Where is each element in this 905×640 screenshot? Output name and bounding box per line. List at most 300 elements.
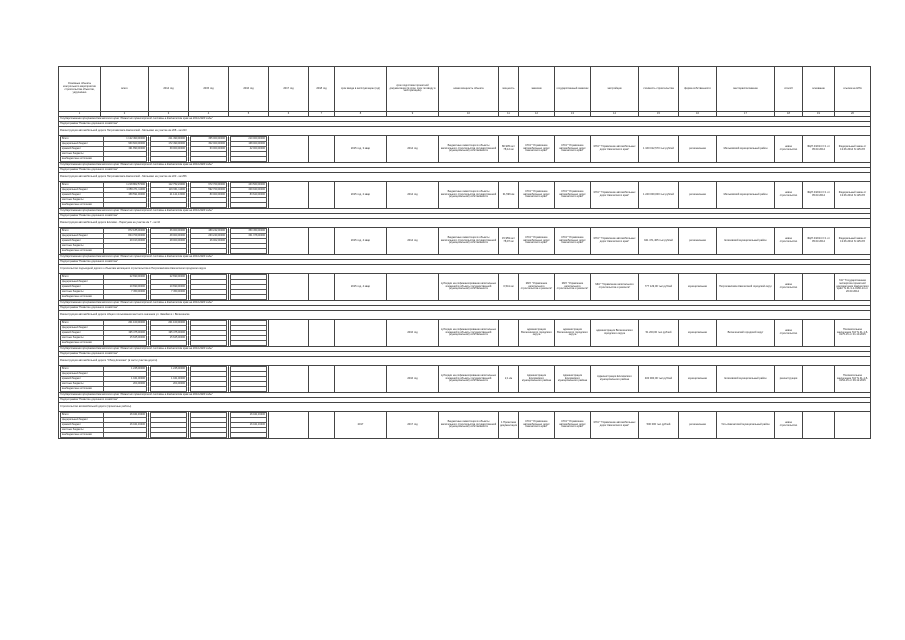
finance-value: [231, 341, 267, 346]
finance-label: федеральный бюджет: [61, 188, 104, 193]
year-cell: [189, 182, 229, 209]
gov-customer-cell: МКУ "Управление капитального строительства и ремонта": [555, 274, 591, 301]
ownership-cell: региональная: [679, 228, 717, 255]
commission-cell: [335, 366, 387, 393]
subprogram-name: Подпрограмма "Развитие дорожного хозяйства": [59, 352, 871, 357]
finance-label: краевой бюджет: [61, 285, 104, 290]
year-cell: [269, 412, 309, 439]
finance-label: Всего: [61, 183, 104, 188]
finance-label: местные бюджеты: [61, 382, 104, 387]
finance-row: [231, 341, 267, 346]
column-header: 2016 год: [229, 67, 269, 112]
finance-row: [151, 341, 187, 346]
finance-values: [190, 182, 227, 208]
finance-value: 159 591,46000: [104, 193, 147, 198]
finance-value: 80 000,00000: [191, 193, 227, 198]
year-cell: [149, 274, 189, 301]
finance-value: [104, 295, 147, 300]
finance-label: федеральный бюджет: [61, 372, 104, 377]
column-header: срок подготовки проектной документации (в срок, срок по вводу в эксплуатацию): [387, 67, 439, 112]
finance-cell: [59, 136, 149, 163]
year-cell: [149, 412, 189, 439]
finance-value: 22 690,00000: [104, 275, 147, 280]
finance-label: Всего: [61, 413, 104, 418]
ownership-cell: муниципальная: [679, 366, 717, 393]
finance-value: 15 625,00000: [151, 336, 187, 341]
column-number: 17: [717, 112, 775, 117]
method-cell: новое строительство: [775, 320, 803, 347]
column-header: форма собственности: [679, 67, 717, 112]
gov-customer-cell: КГКУ "Управление автомобильных дорог Камчатского края": [555, 182, 591, 209]
object-row: [59, 265, 871, 274]
finance-table: [60, 412, 147, 438]
customer-cell: Администрация Елизовского муниципального района: [519, 366, 555, 393]
finance-value: [231, 157, 267, 162]
column-number: 6: [269, 112, 309, 117]
finance-table: [60, 136, 147, 162]
finance-value: 302 000,00000: [191, 142, 227, 147]
finance-value: [191, 387, 227, 392]
year-cell: [309, 274, 335, 301]
capacity-cell: 0,541 км: [499, 274, 519, 301]
design-cell: 2014 год: [387, 182, 439, 209]
finance-label: федеральный бюджет: [61, 326, 104, 331]
finance-value: 10 690,00000: [104, 285, 147, 290]
column-number: 20: [835, 112, 871, 117]
object-row: [59, 127, 871, 136]
finance-label: Всего: [61, 367, 104, 372]
column-header: новая мощность объекта: [439, 67, 499, 112]
finance-value: [231, 433, 267, 438]
object-row: [59, 357, 871, 366]
basis-cell: ФЦП 4/2014 О 1 от 05.03.2014: [803, 228, 835, 255]
basis-cell: [803, 320, 835, 347]
finance-value: 63 000,00000: [191, 147, 227, 152]
finance-value: [151, 295, 187, 300]
cost-cell: 941 471,405 тыс.рублей: [639, 228, 679, 255]
object-data-row: [59, 136, 871, 163]
year-cell: [189, 320, 229, 347]
finance-values: [230, 320, 267, 346]
capacity-cell: 15,959 км / 78,97 км: [499, 228, 519, 255]
finance-row: [191, 295, 227, 300]
finance-label: внебюджетные источники: [61, 203, 104, 208]
finance-value: 1 122 490,00000: [104, 137, 147, 142]
finance-values: [230, 182, 267, 208]
subprogram-name: Подпрограмма "Развитие дорожного хозяйства": [59, 260, 871, 265]
finance-value: 844 709,00000: [104, 234, 147, 239]
program-name: Государственная программа Камчатского края "Развитие транспортной системы в Камчатском крае на 2014-2020 годы": [59, 163, 871, 168]
purpose-cell: субсидии на софинансирование капитальных вложений в объекты государственной (муниципальной) собственности: [439, 274, 499, 301]
year-cell: [229, 182, 269, 209]
purpose-cell: Бюджетные инвестиции в объекты капитального строительства государственной (муниципальной) собственности: [439, 136, 499, 163]
year-cell: [229, 274, 269, 301]
year-cell: [149, 320, 189, 347]
npa-cell: [835, 412, 871, 439]
header-row: [59, 67, 871, 112]
finance-value: 1 059 271,11000: [104, 188, 147, 193]
location-cell: Елизовский муниципальный район: [717, 228, 775, 255]
ownership-cell: муниципальная: [679, 274, 717, 301]
finance-value: [231, 295, 267, 300]
finance-value: [151, 203, 187, 208]
column-number: 19: [803, 112, 835, 117]
finance-value: [191, 157, 227, 162]
finance-value: 16 041,16400: [104, 423, 147, 428]
cost-cell: 500 000 тыс.рублей: [639, 412, 679, 439]
object-data-row: [59, 366, 871, 393]
program-name: Государственная программа Камчатского края "Развитие транспортной системы в Камчатском крае на 2014-2020 годы": [59, 255, 871, 260]
commission-cell: 2015 год, 4 квар: [335, 228, 387, 255]
finance-value: 112 752,24000: [151, 183, 187, 188]
finance-table: [60, 320, 147, 346]
program-name: Государственная программа Камчатского края "Развитие транспортной системы в Камчатском крае на 2014-2020 годы": [59, 301, 871, 306]
object-data-row: [59, 412, 871, 439]
finance-label: внебюджетные источники: [61, 387, 104, 392]
finance-value: 672 700,00000: [191, 183, 227, 188]
column-header: месторасположение: [717, 67, 775, 112]
finance-values: [230, 136, 267, 162]
column-number: 14: [591, 112, 639, 117]
finance-value: 930 600,00000: [104, 142, 147, 147]
ownership-cell: муниципальная: [679, 320, 717, 347]
object-data-row: [59, 228, 871, 255]
finance-row: [151, 157, 187, 162]
year-cell: [309, 182, 335, 209]
column-number: 7: [309, 112, 335, 117]
location-cell: Усть-Камчатский муниципальный район: [717, 412, 775, 439]
design-cell: 2016 год: [387, 320, 439, 347]
commission-cell: [335, 320, 387, 347]
finance-row: [191, 157, 227, 162]
object-data-row: [59, 182, 871, 209]
finance-label: краевой бюджет: [61, 239, 104, 244]
finance-value: [151, 249, 187, 254]
finance-label: местные бюджеты: [61, 152, 104, 157]
design-cell: 2014 год: [387, 228, 439, 255]
object-name: Реконструкция автомобильной дороги Елизово - Паратунка на участке км 7 - км 10: [59, 219, 871, 228]
npa-cell: Федеральный закон от 13.06.2014 N 125-РЗ: [835, 182, 871, 209]
finance-value: 210 000,00000: [231, 137, 267, 142]
customer-cell: КГКУ "Управление автомобильных дорог Камчатского края": [519, 136, 555, 163]
year-cell: [149, 182, 189, 209]
npa-cell: ГАУ "Государственная экспертиза проектной документации Камчатского края" N 41-1-1-0166-14 от 20.03.2014: [835, 274, 871, 301]
column-number: 18: [775, 112, 803, 117]
finance-label: федеральный бюджет: [61, 142, 104, 147]
location-cell: Мильковский муниципальный район: [717, 182, 775, 209]
finance-values: [150, 136, 187, 162]
finance-value: 349 940,00000: [231, 188, 267, 193]
object-name: Реконструкция автомобильной дороги Петропавловск-Камчатский - Мильково на участке км 223 - км 256: [59, 173, 871, 182]
finance-value: [104, 203, 147, 208]
finance-value: 16 041,16400: [231, 413, 267, 418]
finance-row: [61, 203, 147, 208]
finance-value: 195 475,00000: [151, 331, 187, 336]
finance-value: 16 041,16400: [104, 413, 147, 418]
finance-row: [231, 295, 267, 300]
npa-cell: Положительное заключение ГАУ N 41-1-5-0175-15 от 01.10.2015: [835, 320, 871, 347]
finance-values: [190, 228, 227, 254]
cost-cell: 1 160 012,570 тыс.рублей: [639, 136, 679, 163]
finance-row: [191, 203, 227, 208]
program-name: Государственная программа Камчатского края "Развитие транспортной системы в Камчатском крае на 2014-2020 годы": [59, 347, 871, 352]
finance-value: 36 000,00000: [151, 229, 187, 234]
finance-value: 168 000,00000: [231, 142, 267, 147]
finance-value: [191, 203, 227, 208]
finance-values: [190, 366, 227, 392]
investment-table: [58, 66, 871, 439]
finance-label: внебюджетные источники: [61, 295, 104, 300]
finance-row: [151, 295, 187, 300]
year-cell: [189, 136, 229, 163]
column-number: 8: [335, 112, 387, 117]
year-cell: [309, 366, 335, 393]
subprogram-name: Подпрограмма "Развитие дорожного хозяйства": [59, 214, 871, 219]
finance-table: [60, 366, 147, 392]
finance-value: 592 700,00000: [191, 188, 227, 193]
finance-label: краевой бюджет: [61, 423, 104, 428]
npa-cell: Федеральный закон от 13.06.2014 N 125-РЗ: [835, 136, 871, 163]
gov-customer-cell: администрация Вилючинского городского округа: [555, 320, 591, 347]
column-header: основание: [803, 67, 835, 112]
finance-value: 172 490,00000: [151, 142, 187, 147]
gov-customer-cell: КГКУ "Управление автомобильных дорог Камчатского края": [555, 412, 591, 439]
capacity-cell: 80,905 км / 78,12 км: [499, 136, 519, 163]
capacity-cell: [499, 320, 519, 347]
commission-cell: 2015 год, 2 квар: [335, 182, 387, 209]
finance-row: [61, 249, 147, 254]
column-header: государственный заказчик: [555, 67, 591, 112]
location-cell: Елизовский муниципальный район: [717, 366, 775, 393]
developer-cell: Администрация Елизовского муниципального района: [591, 366, 639, 393]
finance-row: [61, 433, 147, 438]
location-cell: Вилючинский городской округ: [717, 320, 775, 347]
finance-value: [191, 249, 227, 254]
finance-value: 872 185,00000: [104, 229, 147, 234]
column-header: всего: [101, 67, 149, 112]
finance-table: [60, 182, 147, 208]
year-cell: [309, 320, 335, 347]
capacity-cell: 1 Проектная документация: [499, 412, 519, 439]
gov-customer-cell: Администрация Елизовского муниципального района: [555, 366, 591, 393]
finance-row: [151, 203, 187, 208]
finance-value: [231, 249, 267, 254]
object-row: [59, 403, 871, 412]
finance-value: 204,00000: [104, 382, 147, 387]
program-name: Государственная программа Камчатского края "Развитие транспортной системы в Камчатском крае на 2014-2020 годы": [59, 393, 871, 398]
method-cell: новое строительство: [775, 228, 803, 255]
finance-values: [230, 366, 267, 392]
gov-customer-cell: КГКУ "Управление автомобильных дорог Камчатского края": [555, 228, 591, 255]
year-cell: [149, 228, 189, 255]
finance-value: [151, 433, 187, 438]
finance-value: [231, 387, 267, 392]
column-header: Основные объекты контрольного мероприятия строительства объектов, укрупнённо: [59, 67, 101, 112]
column-number: 9: [387, 112, 439, 117]
column-header: способ: [775, 67, 803, 112]
year-cell: [269, 320, 309, 347]
object-name: Реконструкция автомобильной дороги Петропавловск-Камчатский - Мильково на участке км 208 - км 223: [59, 127, 871, 136]
finance-cell: [59, 274, 149, 301]
column-number: 11: [499, 112, 519, 117]
developer-cell: КГКУ "Управление автомобильных дорог Камчатского края": [591, 228, 639, 255]
finance-row: [191, 433, 227, 438]
capacity-cell: 31,596 км: [499, 182, 519, 209]
finance-cell: [59, 366, 149, 393]
purpose-cell: Бюджетные инвестиции в объекты капитального строительства государственной (муниципальной) собственности: [439, 182, 499, 209]
finance-label: местные бюджеты: [61, 244, 104, 249]
finance-row: [231, 433, 267, 438]
finance-table: [60, 274, 147, 300]
finance-value: 1 245,00000: [104, 367, 147, 372]
object-name: Реконструкция автомобильной дороги общего пользования местного значения ул. Завойко в г. Вилючинске: [59, 311, 871, 320]
ownership-cell: региональная: [679, 182, 717, 209]
year-cell: [149, 136, 189, 163]
finance-value: 116 631,11000: [151, 188, 187, 193]
finance-row: [231, 387, 267, 392]
finance-value: 191 890,00000: [104, 147, 147, 152]
column-number: 2: [101, 112, 149, 117]
year-cell: [269, 136, 309, 163]
finance-value: 42 000,00000: [231, 147, 267, 152]
column-number: 12: [519, 112, 555, 117]
year-cell: [309, 412, 335, 439]
cost-cell: 1 240 000,000 тыс.рублей: [639, 182, 679, 209]
finance-row: [151, 433, 187, 438]
finance-value: 1 245,00000: [151, 367, 187, 372]
column-number: 4: [189, 112, 229, 117]
finance-value: 201 100,00000: [104, 321, 147, 326]
object-name: Реконструкция автомобильной дороги "Обход Елизово" (в части участка дороги): [59, 357, 871, 366]
cost-cell: 51 200,00 тыс.рублей: [639, 320, 679, 347]
finance-values: [230, 412, 267, 438]
column-number: 1: [59, 112, 101, 117]
finance-label: федеральный бюджет: [61, 280, 104, 285]
column-number: 5: [229, 112, 269, 117]
finance-value: 7 450,00000: [151, 290, 187, 295]
finance-value: 263 240,00000: [191, 234, 227, 239]
finance-cell: [59, 228, 149, 255]
finance-row: [191, 341, 227, 346]
finance-cell: [59, 320, 149, 347]
year-cell: [229, 320, 269, 347]
finance-values: [150, 320, 187, 346]
ownership-cell: региональная: [679, 136, 717, 163]
column-number: 15: [639, 112, 679, 117]
developer-cell: МКУ "Управление капитального строительства и ремонта": [591, 274, 639, 301]
year-cell: [229, 136, 269, 163]
year-cell: [229, 412, 269, 439]
finance-value: 22 690,00000: [151, 275, 187, 280]
basis-cell: [803, 274, 835, 301]
finance-value: [104, 387, 147, 392]
finance-value: 211 490,00000: [151, 137, 187, 142]
finance-row: [61, 295, 147, 300]
finance-value: 489 242,00000: [191, 229, 227, 234]
finance-value: 83 620,00000: [231, 193, 267, 198]
year-cell: [309, 228, 335, 255]
object-name: Строительство подъездной дороги к объектам жилищного строительства в Петропавловск-Камчатском городском округе: [59, 265, 871, 274]
finance-value: [191, 341, 227, 346]
customer-cell: МКУ "Управление капитального строительства и ремонта": [519, 274, 555, 301]
finance-values: [190, 136, 227, 162]
finance-table: [60, 228, 147, 254]
method-cell: новое строительство: [775, 412, 803, 439]
basis-cell: ФЦП 4/2014 О 1 от 05.03.2014: [803, 182, 835, 209]
basis-cell: ФЦП 4/2014 О 1 от 05.03.2014: [803, 136, 835, 163]
finance-label: местные бюджеты: [61, 198, 104, 203]
column-header: срок ввода в эксплуатацию (год): [335, 67, 387, 112]
finance-values: [150, 412, 187, 438]
customer-cell: администрация Вилючинского городского округа: [519, 320, 555, 347]
column-header: 2015 год: [189, 67, 229, 112]
finance-value: 21 121,13000: [151, 193, 187, 198]
finance-label: внебюджетные источники: [61, 433, 104, 438]
finance-value: 15 625,00000: [104, 336, 147, 341]
cost-cell: 777 129,00 тыс.рублей: [639, 274, 679, 301]
design-cell: 2017 год: [387, 412, 439, 439]
year-cell: [189, 412, 229, 439]
finance-value: 331 378,00000: [231, 234, 267, 239]
year-cell: [229, 366, 269, 393]
column-header: 2017 год: [269, 67, 309, 112]
finance-row: [61, 341, 147, 346]
finance-values: [190, 412, 227, 438]
subprogram-name: Подпрограмма "Развитие дорожного хозяйства": [59, 168, 871, 173]
location-cell: Мильковский муниципальный район: [717, 136, 775, 163]
capacity-cell: 2,1 км: [499, 366, 519, 393]
design-cell: [387, 274, 439, 301]
subprogram-name: Подпрограмма "Развитие дорожного хозяйства": [59, 306, 871, 311]
column-header: стоимость строительства: [639, 67, 679, 112]
object-row: [59, 173, 871, 182]
finance-label: федеральный бюджет: [61, 234, 104, 239]
column-number: 16: [679, 112, 717, 117]
program-name: Государственная программа Камчатского края "Развитие транспортной системы в Камчатском крае на 2014-2020 годы": [59, 209, 871, 214]
column-header: мощность: [499, 67, 519, 112]
finance-value: 204,00000: [151, 382, 187, 387]
finance-value: 1 041,00000: [104, 377, 147, 382]
finance-row: [191, 249, 227, 254]
commission-cell: 2015 год, 3 квар: [335, 136, 387, 163]
year-cell: [189, 274, 229, 301]
finance-value: 195 475,00000: [104, 331, 147, 336]
finance-value: 39 000,00000: [151, 147, 187, 152]
object-data-row: [59, 320, 871, 347]
year-cell: [309, 136, 335, 163]
finance-row: [151, 249, 187, 254]
year-cell: [189, 366, 229, 393]
basis-cell: [803, 366, 835, 393]
finance-value: [231, 203, 267, 208]
purpose-cell: субсидии на софинансирование капитальных вложений в объекты государственной (муниципальной) собственности: [439, 366, 499, 393]
finance-label: краевой бюджет: [61, 193, 104, 198]
commission-cell: 2017: [335, 412, 387, 439]
finance-row: [151, 387, 187, 392]
customer-cell: КГКУ "Управление автомобильных дорог Камчатского края": [519, 182, 555, 209]
commission-cell: 2015 год, 4 квар: [335, 274, 387, 301]
finance-label: Всего: [61, 137, 104, 142]
object-row: [59, 311, 871, 320]
finance-value: [151, 157, 187, 162]
finance-values: [150, 366, 187, 392]
subprogram-name: Подпрограмма "Развитие дорожного хозяйства": [59, 122, 871, 127]
object-row: [59, 219, 871, 228]
method-cell: новое строительство: [775, 182, 803, 209]
finance-value: 201 100,00000: [151, 321, 187, 326]
year-cell: [229, 228, 269, 255]
finance-value: [104, 341, 147, 346]
